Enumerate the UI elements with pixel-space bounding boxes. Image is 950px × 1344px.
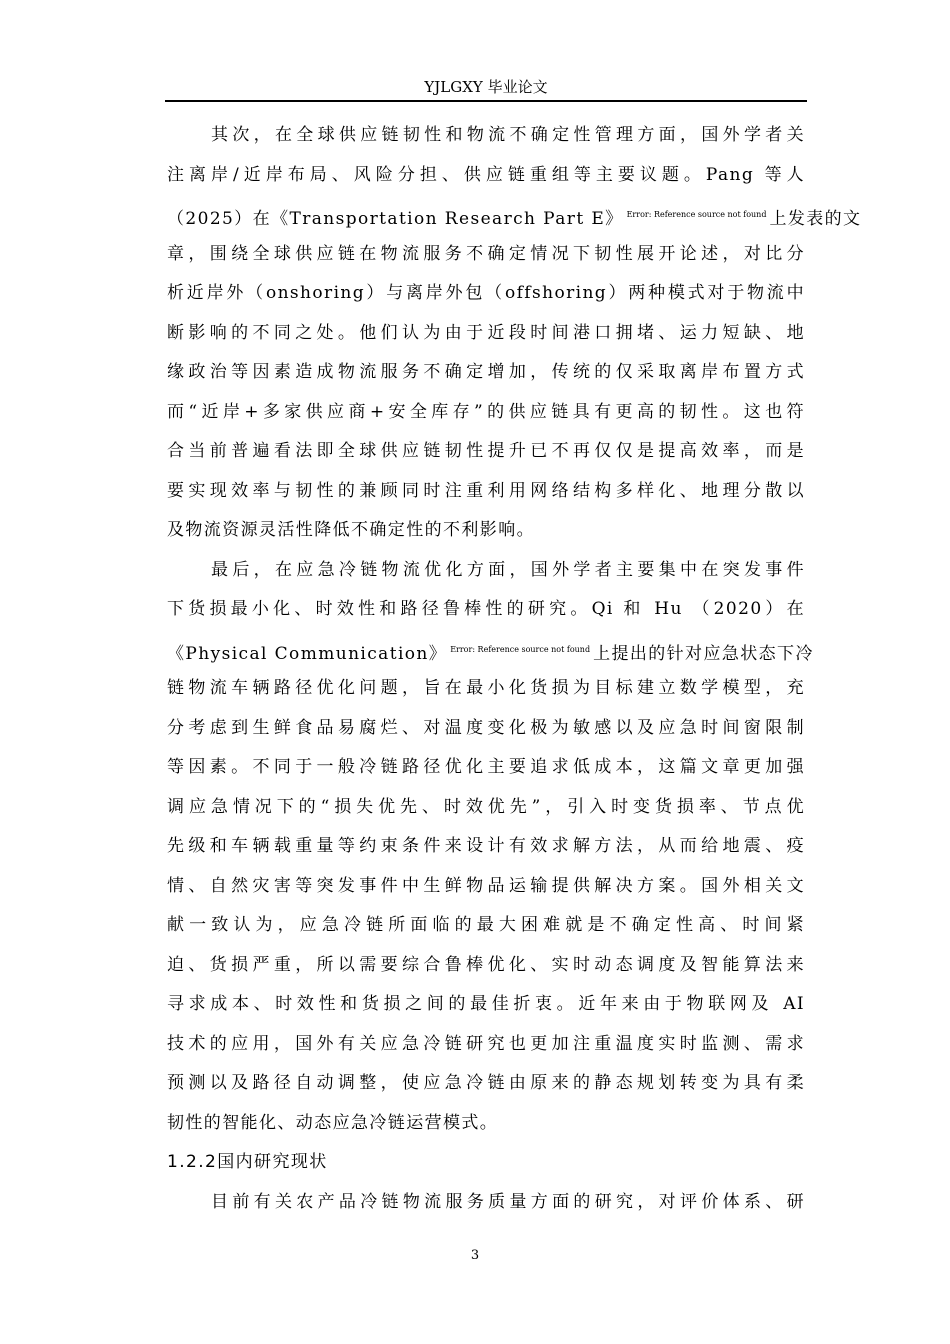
paragraph-emergency-cold-chain xyxy=(167,551,814,1144)
text-line: 先级和车辆载重量等约束条件来设计有效求解方法，从而给地震、疫 xyxy=(167,836,805,856)
reference-error: Error: Reference source not found xyxy=(626,210,767,219)
reference-error: Error: Reference source not found xyxy=(450,644,591,654)
document-body xyxy=(167,116,862,1222)
text-line: 献一致认为，应急冷链所面临的最大困难就是不确定性高、时间紧 xyxy=(167,915,805,935)
text-span: 《Physical Communication》 xyxy=(167,643,448,664)
text-line xyxy=(167,630,814,670)
page-header: YJLGXY 毕业论文 xyxy=(424,78,548,96)
text-line: 下货损最小化、时效性和路径鲁棒性的研究。Qi 和 Hu （2020）在 xyxy=(167,599,805,619)
page-number: 3 xyxy=(470,1248,480,1263)
text-line: 析近岸外（onshoring）与离岸外包（offshoring）两种模式对于物流中 xyxy=(167,283,805,303)
text-line: 预测以及路径自动调整，使应急冷链由原来的静态规划转变为具有柔 xyxy=(167,1073,805,1093)
text-line: 缘政治等因素造成物流服务不确定增加，传统的仅采取离岸布置方式 xyxy=(167,362,805,382)
text-line: 合当前普遍看法即全球供应链韧性提升已不再仅仅是提高效率，而是 xyxy=(167,441,805,461)
text-line: 技术的应用，国外有关应急冷链研究也更加注重温度实时监测、需求 xyxy=(167,1033,805,1054)
text-line: 韧性的智能化、动态应急冷链运营模式。 xyxy=(167,1112,499,1133)
text-line: 寻求成本、时效性和货损之间的最佳折衷。近年来由于物联网及 AI xyxy=(167,994,805,1014)
text-span: 上发表的文 xyxy=(769,209,862,229)
text-line: 情、自然灾害等突发事件中生鲜物品运输提供解决方案。国外相关文 xyxy=(167,875,805,896)
text-line: 迫、货损严重，所以需要综合鲁棒优化、实时动态调度及智能算法来 xyxy=(167,954,805,975)
text-line: 要实现效率与韧性的兼顾同时注重利用网络结构多样化、地理分散以 xyxy=(167,480,805,501)
text-line: 链物流车辆路径优化问题，旨在最小化货损为目标建立数学模型，充 xyxy=(167,678,805,698)
paragraph-domestic-research xyxy=(167,1183,805,1223)
text-line: 及物流资源灵活性降低不确定性的不利影响。 xyxy=(167,520,535,540)
text-line: 分考虑到生鲜食品易腐烂、对温度变化极为敏感以及应急时间窗限制 xyxy=(167,717,805,738)
text-line: 而“近岸+多家供应商+安全库存”的供应链具有更高的韧性。这也符 xyxy=(167,401,805,422)
text-line: 其次，在全球供应链韧性和物流不确定性管理方面，国外学者关 xyxy=(211,125,805,145)
text-line: 调应急情况下的“损失优先、时效优先”，引入时变货损率、节点优 xyxy=(167,796,805,817)
text-line: 章，围绕全球供应链在物流服务不确定情况下韧性展开论述，对比分 xyxy=(167,243,805,264)
paragraph-global-supply-chain xyxy=(167,116,862,551)
text-line: 最后，在应急冷链物流优化方面，国外学者主要集中在突发事件 xyxy=(211,559,805,580)
text-line: 等因素。不同于一般冷链路径优化主要追求低成本，这篇文章更加强 xyxy=(167,757,805,777)
text-line xyxy=(167,195,862,235)
text-line: 注离岸/近岸布局、风险分担、供应链重组等主要议题。Pang 等人 xyxy=(167,164,805,185)
header-rule xyxy=(165,100,807,102)
text-span: 上提出的针对应急状态下冷 xyxy=(593,643,814,664)
text-line: 目前有关农产品冷链物流服务质量方面的研究，对评价体系、研 xyxy=(211,1191,805,1212)
text-line: 断影响的不同之处。他们认为由于近段时间港口拥堵、运力短缺、地 xyxy=(167,322,805,343)
section-heading: 1.2.2国内研究现状 xyxy=(167,1152,328,1172)
text-span: （2025）在《Transportation Research Part E》 xyxy=(167,209,624,229)
